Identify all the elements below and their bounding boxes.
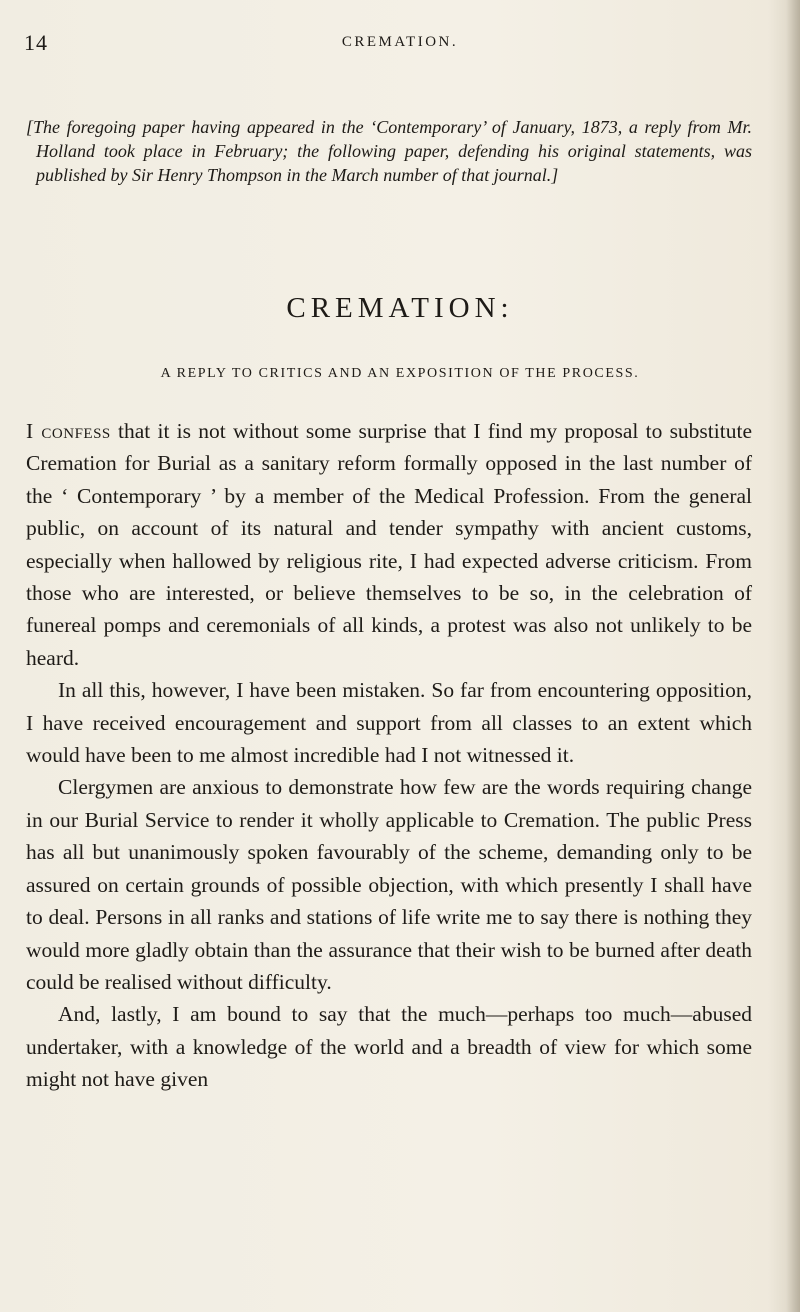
running-head: CREMATION. [341, 34, 459, 50]
paragraph-3: Clergymen are anxious to demonstrate how few are the words requiring change in our Burial Service to render it wholly applicable to Cremation. The public Press has all but unanimously spoken favourably of the scheme, demanding only to be assured on certain grounds of possible objection, with which presently I shall have to deal. Persons in all ranks and stations of life write me to say there is nothing they would more gladly obtain than the assurance that their wish to be burned after death could be realised without difficulty. [26, 775, 752, 994]
paragraph-1-lead: I confess [26, 419, 111, 443]
editorial-note: [The foregoing paper having appeared in the ‘Contemporary’ of January, 1873, a reply from Mr. Holland took place in February; the following paper, defending his original statements, was published by Sir Henry Thompson in the March number of that journal.] [26, 117, 752, 185]
page-number: 14 [24, 30, 48, 55]
article-subtitle: A REPLY TO CRITICS AND AN EXPOSITION OF THE PROCESS. [160, 366, 640, 381]
paragraph-1-text: that it is not without some surprise that I find my proposal to substitute Cremation for Burial as a sanitary reform formally opposed in the last number of the ‘ Contemporary ’ by a member of the Medical Profession. From the general public, on account of its natural and tender sympathy with ancient customs, especially when hallowed by religious rite, I had expected adverse criticism. From those who are interested, or believe themselves to be so, in the celebration of funereal pomps and ceremonials of all kinds, a protest was also not unlikely to be heard. [26, 419, 752, 670]
article-body [26, 415, 752, 1096]
paragraph-1 [26, 415, 752, 674]
paragraph-4: And, lastly, I am bound to say that the much—perhaps too much—abused undertaker, with a knowledge of the world and a breadth of view for which some might not have given [26, 1002, 752, 1092]
article-title: CREMATION: [286, 292, 514, 324]
paragraph-2: In all this, however, I have been mistaken. So far from encountering opposition, I have received encouragement and support from all classes to an extent which would have been to me almost incredible had I not witnessed it. [26, 678, 752, 768]
page-edge-shadow [786, 0, 800, 1312]
